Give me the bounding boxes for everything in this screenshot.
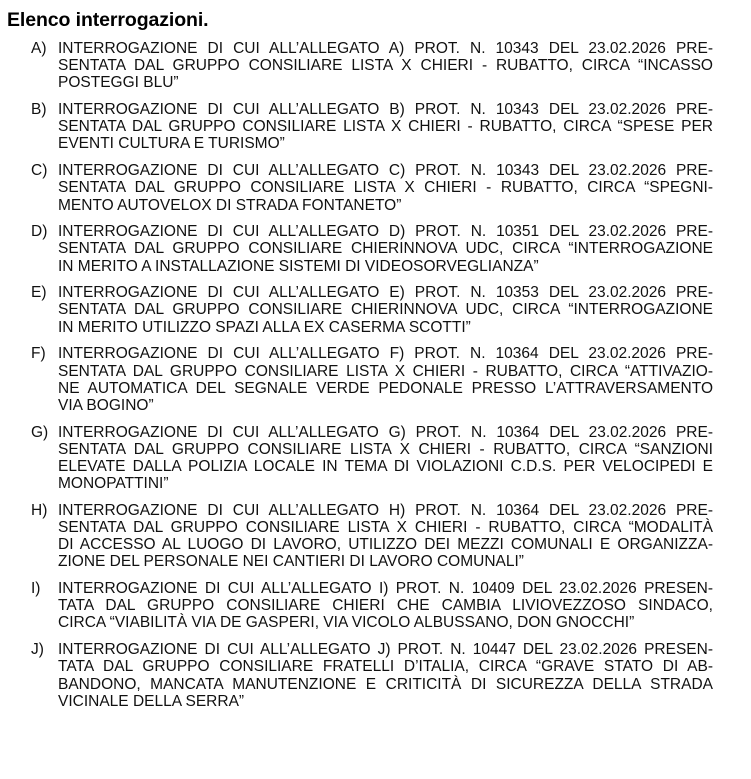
list-item-line: SENTATA DAL GRUPPO CONSILIARE LISTA X CHIERI - RUBATTO, CIRCA “SANZIONI: [58, 440, 713, 458]
list-item-line: INTERROGAZIONE DI CUI ALL’ALLEGATO H) PROT. N. 10364 DEL 23.02.2026 PRE-: [58, 501, 713, 519]
list-item-line: SENTATA DAL GRUPPO CONSILIARE LISTA X CHIERI - RUBATTO, CIRCA “MODALITÀ: [58, 519, 713, 536]
list-item-line: EVENTI CULTURA E TURISMO”: [58, 135, 285, 153]
list-item-line: SENTATA DAL GRUPPO CONSILIARE LISTA X CHIERI - RUBATTO, CIRCA “SPEGNI-: [58, 179, 713, 197]
list-item-marker: A): [31, 40, 47, 57]
list-item-line: INTERROGAZIONE DI CUI ALL’ALLEGATO D) PROT. N. 10351 DEL 23.02.2026 PRE-: [58, 223, 713, 241]
list-item: [31, 284, 713, 336]
list-item-marker: J): [31, 641, 44, 659]
list-item: [31, 424, 713, 493]
list-item-line: TATA DAL GRUPPO CONSILIARE CHIERI CHE CAMBIA LIVIOVEZZOSO SINDACO,: [58, 597, 713, 615]
list-item: [31, 641, 713, 710]
list-item: [31, 502, 713, 571]
list-item-line: MENTO AUTOVELOX DI STRADA FONTANETO”: [58, 196, 402, 214]
list-item-line: VICINALE DELLA SERRA”: [58, 692, 245, 710]
list-item-line: TATA DAL GRUPPO CONSILIARE FRATELLI D’ITALIA, CIRCA “GRAVE STATO DI AB-: [58, 658, 713, 676]
list-item-marker: H): [31, 501, 48, 519]
list-item: [31, 580, 713, 632]
list-item-marker: D): [31, 223, 48, 241]
list-item-line: SENTATA DAL GRUPPO CONSILIARE LISTA X CHIERI - RUBATTO, CIRCA “SPESE PER: [58, 118, 713, 136]
list-item-line: DI ACCESSO AL LUOGO DI LAVORO, UTILIZZO DEI MEZZI COMUNALI E ORGANIZZA-: [58, 536, 713, 554]
list-item: [31, 162, 713, 214]
list-item-line: NE AUTOMATICA DEL SEGNALE VERDE PEDONALE PRESSO L’ATTRAVERSAMENTO: [58, 379, 713, 397]
list-item-marker: C): [31, 162, 48, 180]
list-item-line: SENTATA DAL GRUPPO CONSILIARE LISTA X CHIERI - RUBATTO, CIRCA “ATTIVAZIO-: [58, 362, 713, 380]
list-item-line: INTERROGAZIONE DI CUI ALL’ALLEGATO C) PROT. N. 10343 DEL 23.02.2026 PRE-: [58, 162, 713, 180]
list-item-line: SENTATA DAL GRUPPO CONSILIARE CHIERINNOVA UDC, CIRCA “INTERROGAZIONE: [58, 240, 713, 258]
list-item-marker: G): [31, 423, 49, 441]
list-item-line: INTERROGAZIONE DI CUI ALL’ALLEGATO A) PROT. N. 10343 DEL 23.02.2026 PRE-: [58, 40, 713, 57]
list-item-line: POSTEGGI BLU”: [58, 74, 179, 92]
list-item: [31, 40, 713, 92]
list-item-marker: F): [31, 345, 46, 363]
list-item: [31, 223, 713, 275]
list-item-line: VIA BOGINO”: [58, 396, 154, 414]
list-item-line: IN MERITO UTILIZZO SPAZI ALLA EX CASERMA SCOTTI”: [58, 318, 471, 336]
list-item-line: INTERROGAZIONE DI CUI ALL’ALLEGATO J) PROT. N. 10447 DEL 23.02.2026 PRESEN-: [58, 641, 713, 659]
list-item-line: INTERROGAZIONE DI CUI ALL’ALLEGATO F) PROT. N. 10364 DEL 23.02.2026 PRE-: [58, 345, 713, 363]
list-item-line: CIRCA “VIABILITÀ VIA DE GASPERI, VIA VICOLO ALBUSSANO, DON GNOCCHI”: [58, 614, 635, 632]
list-item-marker: E): [31, 284, 47, 302]
list-item-marker: B): [31, 101, 47, 119]
interrogation-list: [31, 40, 713, 719]
list-item-line: SENTATA DAL GRUPPO CONSILIARE LISTA X CHIERI - RUBATTO, CIRCA “INCASSO: [58, 57, 713, 75]
list-item-line: MONOPATTINI”: [58, 475, 169, 493]
list-item-line: IN MERITO A INSTALLAZIONE SISTEMI DI VIDEOSORVEGLIANZA”: [58, 257, 539, 275]
list-item-line: INTERROGAZIONE DI CUI ALL’ALLEGATO I) PROT. N. 10409 DEL 23.02.2026 PRESEN-: [58, 580, 713, 598]
list-item-line: SENTATA DAL GRUPPO CONSILIARE CHIERINNOVA UDC, CIRCA “INTERROGAZIONE: [58, 301, 713, 319]
document-title: Elenco interrogazioni.: [7, 9, 209, 31]
list-item-line: ZIONE DEL PERSONALE NEI CANTIERI DI LAVORO COMUNALI”: [58, 553, 524, 571]
list-item: [31, 101, 713, 153]
list-item-line: INTERROGAZIONE DI CUI ALL’ALLEGATO E) PROT. N. 10353 DEL 23.02.2026 PRE-: [58, 284, 713, 302]
list-item-line: BANDONO, MANCATA MANUTENZIONE E CRITICITÀ DI SICUREZZA DELLA STRADA: [58, 675, 713, 693]
list-item: [31, 345, 713, 414]
list-item-line: INTERROGAZIONE DI CUI ALL’ALLEGATO B) PROT. N. 10343 DEL 23.02.2026 PRE-: [58, 101, 713, 119]
list-item-line: INTERROGAZIONE DI CUI ALL’ALLEGATO G) PROT. N. 10364 DEL 23.02.2026 PRE-: [58, 423, 713, 441]
list-item-marker: I): [31, 580, 41, 598]
list-item-line: ELEVATE DALLA POLIZIA LOCALE IN TEMA DI VIOLAZIONI C.D.S. PER VELOCIPEDI E: [58, 457, 713, 475]
